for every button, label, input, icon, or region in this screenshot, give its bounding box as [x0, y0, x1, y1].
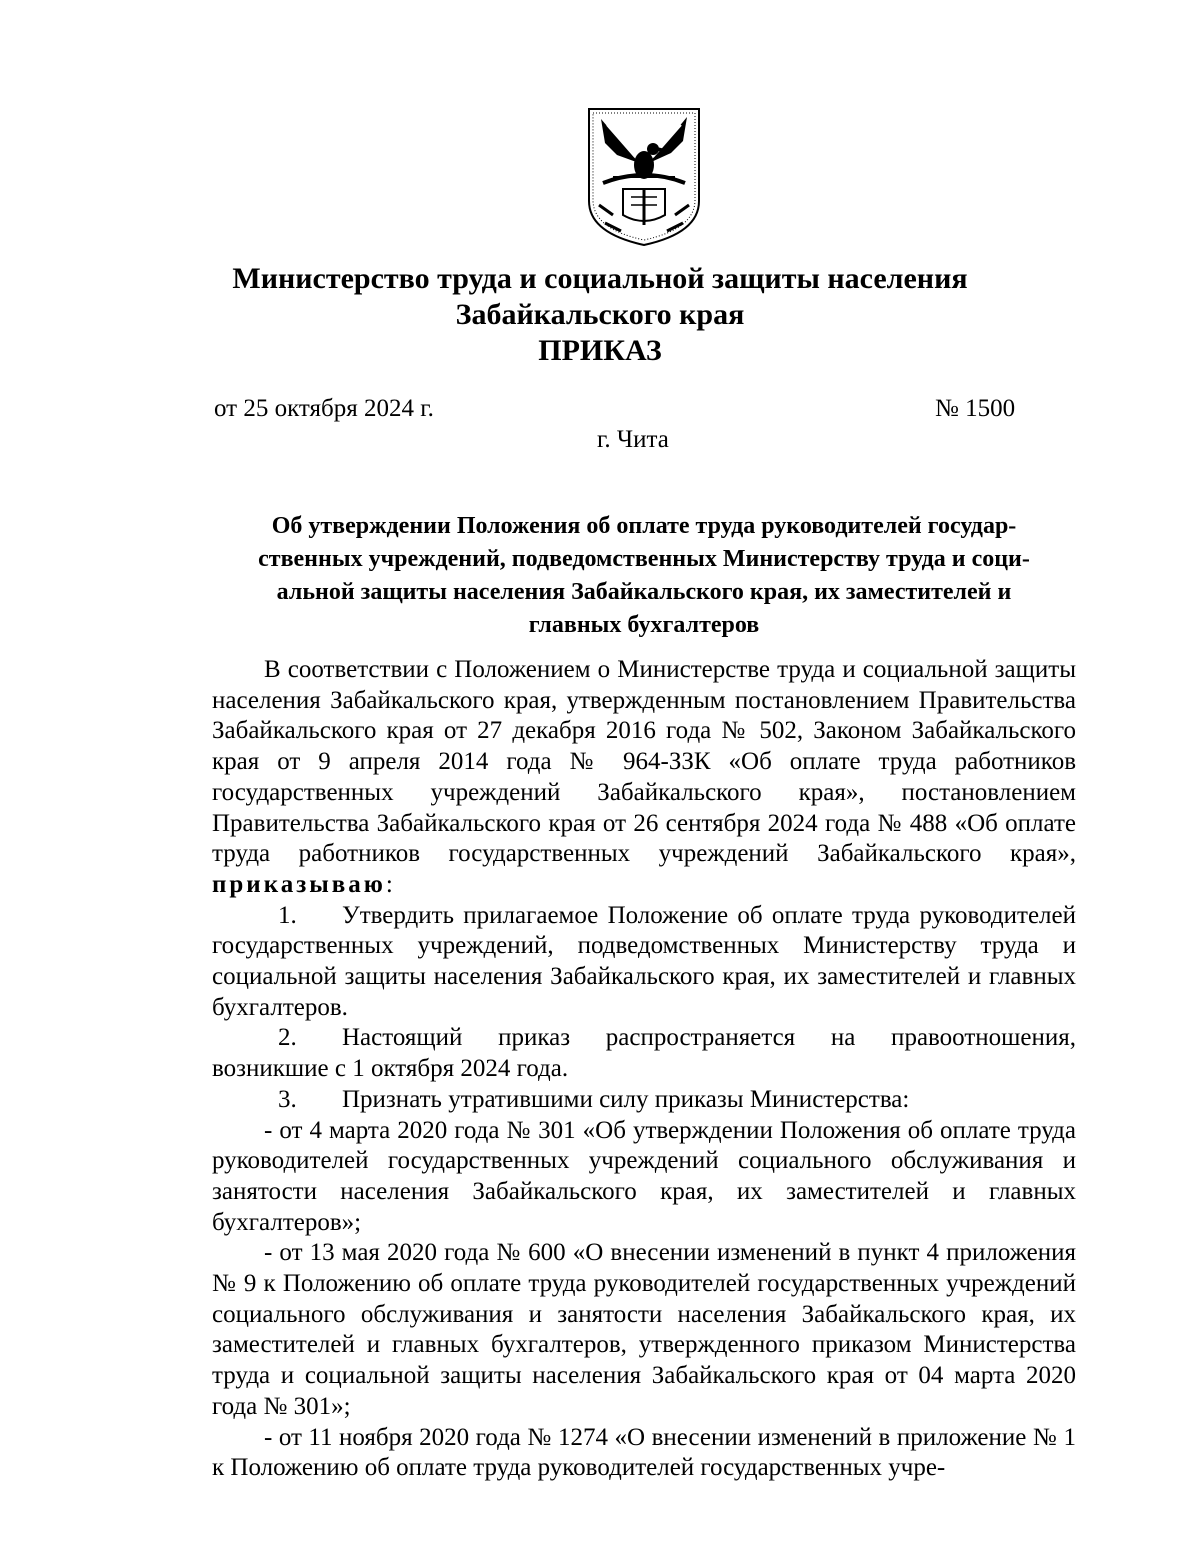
title-line-4: главных бухгалтеров	[528, 612, 760, 638]
order-number: № 1500	[935, 395, 1016, 422]
repealed-order: - от 11 ноября 2020 года № 1274 «О внесении изменений в приложение № 1 к Положению об оплате труда руководителей государственных учре-	[212, 1423, 1076, 1482]
item-number: 3.	[278, 1085, 297, 1113]
order-body	[212, 655, 1076, 1484]
repealed-order: - от 13 мая 2020 года № 600 «О внесении изменений в пункт 4 приложения № 9 к Положению об оплате труда руководителей государственных учреждений социального обслуживания и занятости населения Забайкальского края, их заместителей и главных бухгалтеров, утвержденного приказом Министерства труда и социальной защиты населения Забайкальского края от 04 марта 2020 года № 301»;	[212, 1239, 1076, 1420]
order-colon: :	[385, 870, 393, 898]
order-date: от 25 октября 2024 г.	[214, 395, 434, 422]
item-number: 2.	[278, 1024, 297, 1052]
title-line-3: альной защиты населения Забайкальского края, их заместителей и	[276, 579, 1012, 605]
item-number: 1.	[278, 901, 297, 929]
order-title	[212, 510, 1076, 642]
repealed-order: - от 4 марта 2020 года № 301 «Об утверждении Положения об оплате труда руководителей государственных учреждений социального обслуживания и занятости населения Забайкальского края, их заместителей и главных бухгалтеров»;	[212, 1116, 1076, 1236]
document-type: ПРИКАЗ	[538, 334, 662, 367]
item-text: Настоящий приказ распространяется на правоотношения, возникшие с 1 октября 2024 года.	[212, 1024, 1076, 1083]
item-text: Признать утратившими силу приказы Министерства:	[342, 1085, 910, 1113]
preamble-paragraph	[212, 655, 1076, 901]
title-line-2: ственных учреждений, подведомственных Министерству труда и соци-	[258, 546, 1030, 572]
order-city: г. Чита	[597, 426, 669, 453]
order-word: приказываю	[212, 870, 386, 898]
list-item	[212, 1023, 1076, 1084]
list-item	[212, 1085, 1076, 1116]
item-text: Утвердить прилагаемое Положение об оплате труда руководителей государственных учреждений, подведомственных Министерству труда и социальной защиты населения Забайкальского края, их заместителей и главных бухгалтеров.	[212, 901, 1076, 1021]
ministry-name-line1: Министерство труда и социальной защиты населения	[232, 262, 968, 295]
preamble-text: В соответствии с Положением о Министерстве труда и социальной защиты населения Забайкальского края, утвержденным постановлением Правительства Забайкальского края от 27 декабря 2016 года № 502, Законом Забайкальского края от 9 апреля 2014 года № 964-ЗЗК «Об оплате труда работников государственных учреждений Забайкальского края», постановлением Правительства Забайкальского края от 26 сентября 2024 года № 488 «Об оплате труда работников государственных учреждений Забайкальского края»,	[212, 656, 1076, 868]
list-item	[212, 901, 1076, 1024]
coat-of-arms-icon	[583, 105, 705, 247]
title-line-1: Об утверждении Положения об оплате труда руководителей государ-	[271, 513, 1017, 539]
ministry-name-line2: Забайкальского края	[455, 298, 745, 331]
